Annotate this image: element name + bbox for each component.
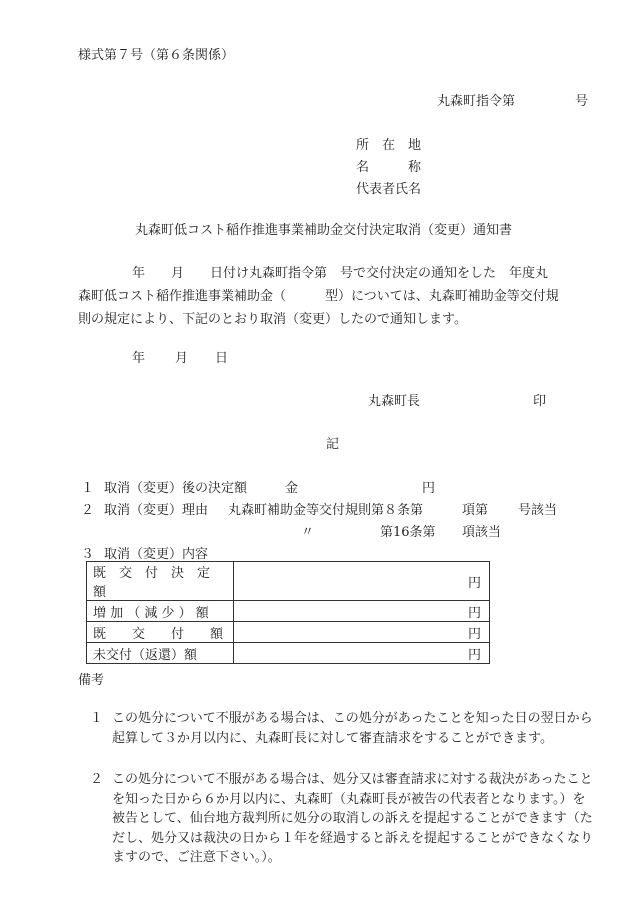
doc-number-prefix: 丸森町指令第 <box>437 94 516 109</box>
table-row-label: 増 加 （ 減 少 ） 額 <box>87 601 234 622</box>
item-2-label: 取消（変更）理由 <box>104 503 209 518</box>
issuer-title: 丸森町長 <box>368 394 421 409</box>
body-line-1: 年 月 日付け丸森町指令第 号で交付決定の通知をした 年度丸 <box>132 266 549 281</box>
item-2-kou-2: 項該当 <box>462 525 502 540</box>
amount-table <box>86 561 490 664</box>
remark-note-text: この処分について不服がある場合は、処分又は審査請求に対する裁決があったことを知った日から６か月以内に、丸森町（丸森町長が被告の代表者となります。）を被告として、仙台地方裁判所に処分の取消しの訴えを提起することができます（ただし、処分又は裁決の日から１年を経過すると訴えを提起することができなくなりますので、ご注意下さい。）。 <box>112 772 594 865</box>
remark-note-1 <box>90 709 595 748</box>
form-label: 様式第７号（第６条関係） <box>78 48 235 63</box>
item-3-number: ３ <box>81 547 95 562</box>
table-row-unit: 円 <box>234 643 490 664</box>
document-title: 丸森町低コスト稲作推進事業補助金交付決定取消（変更）通知書 <box>135 223 513 238</box>
remarks-heading: 備考 <box>78 673 105 688</box>
body-line-2: 森町低コスト稲作推進事業補助金（ 型）については、丸森町補助金等交付規 <box>78 289 559 304</box>
table-row <box>87 601 490 622</box>
remark-note-2 <box>90 770 595 868</box>
table-row-unit: 円 <box>234 601 490 622</box>
recipient-address-label: 所 在 地 <box>356 138 422 153</box>
table-row-label: 未交付（返還）額 <box>87 643 234 664</box>
item-2-rule: 丸森町補助金等交付規則第８条第 <box>228 503 424 518</box>
table-row-unit: 円 <box>234 562 490 601</box>
item-1-kin: 金 <box>285 481 299 496</box>
item-1-yen: 円 <box>422 481 436 496</box>
date-day: 日 <box>215 351 229 366</box>
issuer-seal: 印 <box>533 394 547 409</box>
table-row-label: 既 交 付 決 定 額 <box>87 562 234 601</box>
date-year: 年 <box>132 351 146 366</box>
body-line-3: 則の規定により、下記のとおり取消（変更）したので通知します。 <box>78 312 467 327</box>
table-row <box>87 622 490 643</box>
item-1-number: １ <box>81 481 95 496</box>
item-2-number: ２ <box>81 503 95 518</box>
item-2-gou: 号該当 <box>518 503 558 518</box>
recipient-name-label: 名 称 <box>356 160 422 175</box>
table-row-unit: 円 <box>234 622 490 643</box>
table-row <box>87 643 490 664</box>
remark-note-number: １ <box>90 711 104 726</box>
item-2-kou: 項第 <box>462 503 489 518</box>
remark-note-number: ２ <box>90 772 104 787</box>
doc-number-suffix: 号 <box>575 94 589 109</box>
item-2-rule-16: 第16条第 <box>380 525 436 540</box>
recipient-rep-label: 代表者氏名 <box>356 182 422 197</box>
table-row-label: 既 交 付 額 <box>87 622 234 643</box>
item-2-ditto-mark: 〃 <box>301 525 315 540</box>
item-1-label: 取消（変更）後の決定額 <box>104 481 248 496</box>
date-month: 月 <box>175 351 189 366</box>
table-row <box>87 562 490 601</box>
ki-heading: 記 <box>326 437 340 452</box>
remark-note-text: この処分について不服がある場合は、この処分があったことを知った日の翌日から起算して３か月以内に、丸森町長に対して審査請求をすることができます。 <box>112 711 593 746</box>
item-3-label: 取消（変更）内容 <box>104 547 209 562</box>
